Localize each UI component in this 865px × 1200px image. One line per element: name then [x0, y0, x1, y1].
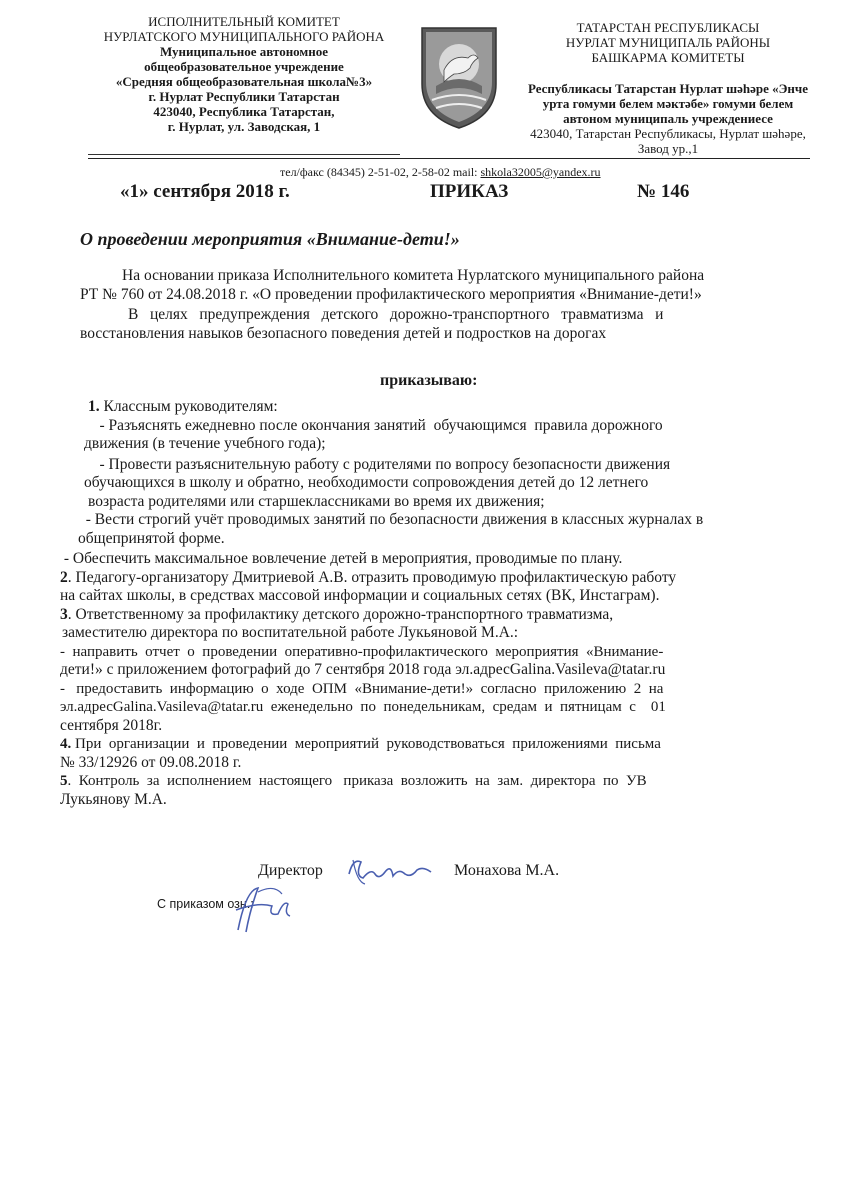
signer-role: Директор — [258, 862, 323, 879]
list-item — [60, 606, 780, 625]
contact-line — [280, 165, 601, 180]
list-item-line: - Провести разъяснительную работу с родителями по вопросу безопасности движения — [84, 455, 671, 473]
preamble-line: В целях предупреждения детского дорожно-транспортного травматизма и — [128, 306, 664, 323]
acknowledgement-label: С приказом озн.: — [157, 897, 254, 911]
header-right-line: урта гомуми белем мәктәбе» гомуми белем — [542, 96, 794, 111]
list-item-line: на сайтах школы, в средствах массовой информации и социальных сетях (ВК, Инстаграм). — [60, 587, 660, 604]
coat-of-arms-icon — [418, 24, 500, 130]
preamble-line: РТ № 760 от 24.08.2018 г. «О проведении профилактического мероприятия «Внимание-дети!» — [80, 286, 702, 303]
list-item-line: движения (в течение учебного года); — [84, 435, 326, 452]
list-item-line: - Обеспечить максимальное вовлечение детей в мероприятия, проводимые по плану. — [60, 550, 623, 567]
header-right-line: Республикасы Татарстан Нурлат шәһәре «Энче — [527, 81, 809, 96]
signer-name: Монахова М.А. — [454, 862, 560, 879]
item-number: 5 — [60, 773, 68, 789]
list-item-line: обучающихся в школу и обратно, необходимости сопровождения детей до 12 летнего — [84, 474, 649, 491]
header-left-line: ИСПОЛНИТЕЛЬНЫЙ КОМИТЕТ — [148, 14, 340, 29]
list-item-line: сентября 2018г. — [60, 716, 163, 734]
preamble-line: восстановления навыков безопасного поведения детей и подростков на дорогах — [80, 325, 607, 342]
header-right-line: БАШКАРМА КОМИТЕТЫ — [591, 50, 745, 65]
list-item-line: - предоставить информацию о ходе ОПМ «Внимание-дети!» согласно приложению 2 на — [60, 680, 664, 697]
list-item-line: заместителю директора по воспитательной работе Лукьяновой М.А.: — [62, 624, 519, 641]
header-left-line: Муниципальное автономное — [159, 44, 329, 59]
list-item-line: возраста родителями или старшеклассниками во время их движения; — [88, 492, 545, 510]
acknowledgement-signature-icon — [228, 880, 296, 938]
preamble-line: На основании приказа Исполнительного комитета Нурлатского муниципального района — [122, 267, 705, 284]
item-number: 2 — [60, 568, 68, 586]
header-right-line: НУРЛАТ МУНИЦИПАЛЬ РАЙОНЫ — [565, 35, 771, 50]
list-item-line: - Разъяснять ежедневно после окончания занятий обучающимся правила дорожного — [84, 416, 663, 434]
list-item-line: - направить отчет о проведении оперативно-профилактического мероприятия «Внимание- — [60, 643, 664, 660]
order-subject: О проведении мероприятия «Внимание-дети!» — [80, 229, 460, 249]
order-date: «1» сентября 2018 г. — [120, 181, 290, 202]
item-number: 3 — [60, 605, 68, 623]
item-text: . Ответственному за профилактику детского дорожно-транспортного травматизма, — [67, 605, 614, 623]
list-item — [60, 569, 780, 588]
header-left-line: общеобразовательное учреждение — [144, 59, 344, 74]
list-item-line: дети!» с приложением фотографий до 7 сентября 2018 года эл.адресGalina.Vasileva@tatar.ru — [60, 661, 666, 678]
header-left-line: г. Нурлат Республики Татарстан — [148, 89, 340, 104]
list-item — [60, 772, 780, 791]
header-left — [88, 14, 400, 155]
list-item-line: Лукьянову М.А. — [60, 790, 167, 808]
list-item-line: № 33/12926 от 09.08.2018 г. — [60, 753, 242, 771]
order-title: ПРИКАЗ — [430, 181, 509, 202]
order-number: № 146 — [637, 181, 690, 202]
header-left-line: «Средняя общеобразовательная школа№3» — [115, 74, 373, 89]
order-header — [120, 181, 700, 207]
header-left-line: 423040, Республика Татарстан, — [153, 104, 335, 119]
item-number: 4. — [60, 736, 72, 752]
header-divider — [88, 158, 810, 159]
email-link[interactable]: shkola32005@yandex.ru — [480, 165, 601, 179]
item-text: . Контроль за исполнением настоящего приказа возложить на зам. директора по УВ — [67, 773, 647, 789]
phone-fax: тел/факс (84345) 2-51-02, 2-58-02 mail: — [280, 165, 481, 179]
header-right — [518, 20, 818, 155]
header-left-line: НУРЛАТСКОГО МУНИЦИПАЛЬНОГО РАЙОНА — [103, 29, 385, 44]
item-text: При организации и проведении мероприятий руководствоваться приложениями письма — [71, 736, 661, 752]
header-left-line: г. Нурлат, ул. Заводская, 1 — [167, 119, 321, 134]
header-right-line: 423040, Татарстан Республикасы, Нурлат шәһәре, — [530, 126, 806, 141]
signature-block — [258, 862, 560, 880]
list-item — [60, 398, 780, 417]
header-right-line: ТАТАРСТАН РЕСПУБЛИКАСЫ — [576, 20, 760, 35]
director-signature-icon — [345, 852, 435, 888]
item-text: Классным руководителям: — [99, 398, 278, 415]
list-item-line: эл.адресGalina.Vasileva@tatar.ru еженедельно по понедельникам, средам и пятницам с 01 — [60, 699, 666, 715]
header-right-line: автоном муниципаль учреждениесе — [563, 111, 773, 126]
list-item — [60, 735, 780, 754]
list-item-line: общепринятой форме. — [78, 529, 225, 547]
item-text: . Педагогу-организатору Дмитриевой А.В. отразить проводимую профилактическую работу — [67, 568, 677, 586]
header-right-line: Завод ур.,1 — [637, 141, 699, 156]
list-item-line: - Вести строгий учёт проводимых занятий по безопасности движения в классных журналах в — [78, 511, 704, 528]
item-number: 1. — [88, 398, 100, 415]
order-items — [60, 398, 780, 809]
decree-word: приказываю: — [380, 372, 478, 389]
